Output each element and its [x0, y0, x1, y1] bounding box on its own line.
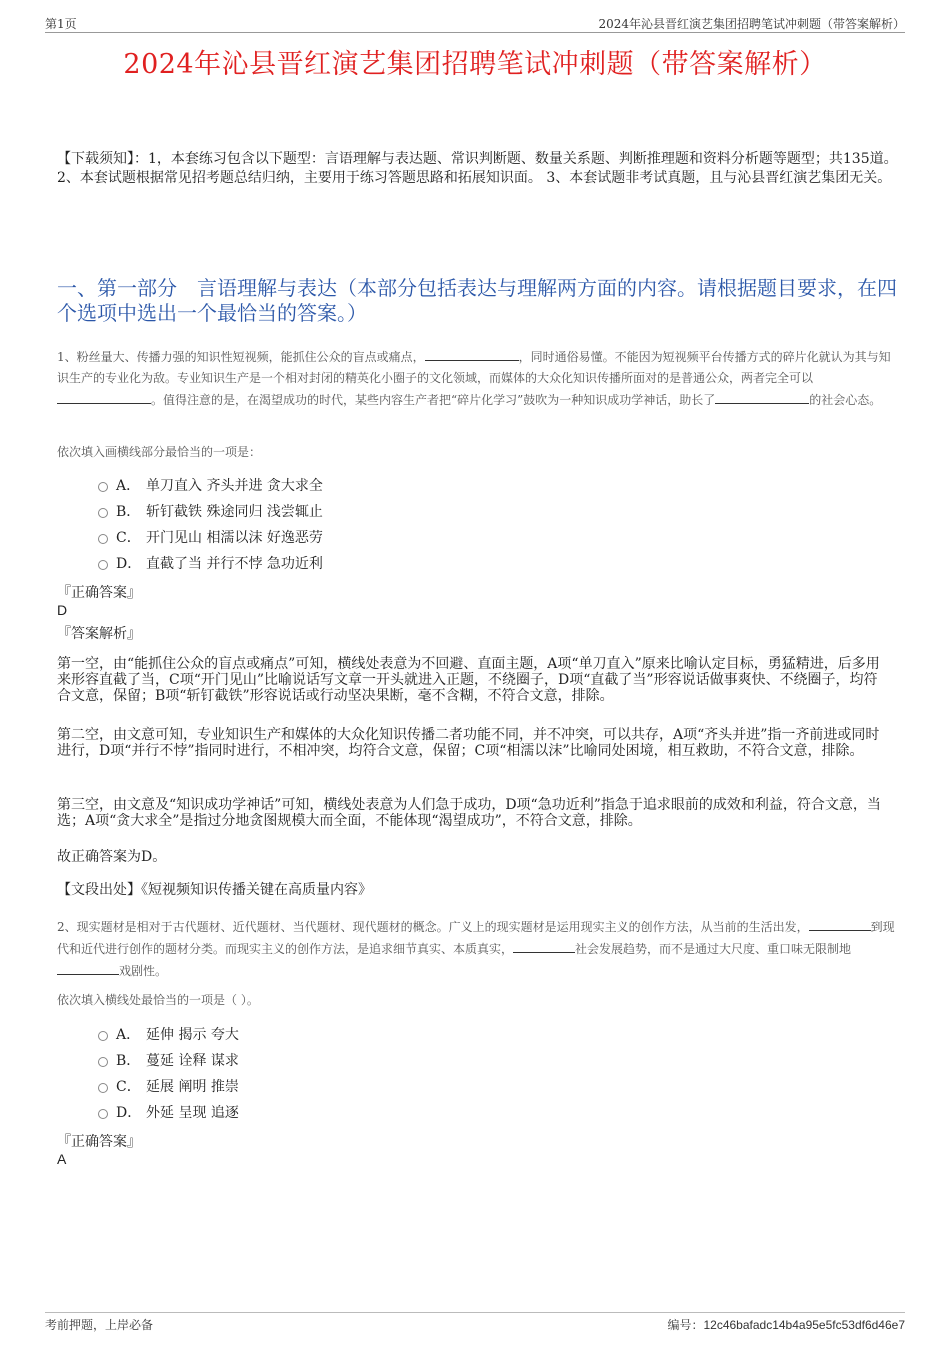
option-text: 单刀直入 齐头并进 贪大求全 [146, 478, 323, 494]
fill-blank [425, 346, 519, 361]
q2-option-d[interactable] [98, 1103, 239, 1123]
option-text: 直截了当 并行不悖 急功近利 [146, 556, 323, 572]
q1-analysis-1: 第一空，由“能抓住公众的盲点或痛点”可知，横线处表意为不回避、直面主题，A项“单刀直入”原来比喻认定目标，勇猛精进，后多用来形容直截了当，C项“开门见山”比喻说话写文章一开头就进入正题，不绕圈子，D项“直截了当”形容说话做事爽快、不绕圈子，均符合文意，保留；B项“斩钉截铁”形容说话或行动坚决果断，毫不含糊，不符合文意，排除。 [57, 656, 880, 704]
radio-icon[interactable] [98, 1109, 108, 1119]
fill-blank [513, 938, 575, 953]
radio-icon[interactable] [98, 508, 108, 518]
q2-text-part: 戏剧性。 [119, 964, 168, 978]
q2-option-b[interactable] [98, 1051, 239, 1071]
q1-analysis-2: 第二空，由文意可知，专业知识生产和媒体的大众化知识传播二者功能不同，并不冲突，可以共存，A项“齐头并进”指一齐前进或同时进行，D项“并行不悖”指同时进行，不相冲突，均符合文意，保留；C项“相濡以沫”比喻同处困境，相互救助，不符合文意，排除。 [57, 727, 880, 759]
fill-blank [57, 389, 151, 404]
download-notice: 【下载须知】：1，本套练习包含以下题型：言语理解与表达题、常识判断题、数量关系题、判断推理题和资料分析题等题型；共135道。 2、本套试题根据常见招考题总结归纳，主要用于练习答题思路和拓展知识面。 3、本套试题非考试真题，且与沁县晋红演艺集团无关。 [57, 151, 898, 186]
option-text: 延展 阐明 推崇 [146, 1079, 239, 1095]
section-heading: 一、第一部分 言语理解与表达（本部分包括表达与理解两方面的内容。请根据题目要求，在四个选项中选出一个最恰当的答案。） [57, 276, 897, 325]
page-title: 2024年沁县晋红演艺集团招聘笔试冲刺题（带答案解析） [123, 49, 827, 80]
q2-answer: A [57, 1151, 67, 1167]
option-letter: C． [116, 1079, 141, 1095]
option-text: 开门见山 相濡以沫 好逸恶劳 [146, 530, 323, 546]
q2-answer-label: 『正确答案』 [57, 1134, 141, 1150]
q1-text-part: 。值得注意的是，在渴望成功的时代，某些内容生产者把“碎片化学习”鼓吹为一种知识成功学神话，助长了 [151, 393, 716, 407]
footer-code [667, 1316, 905, 1333]
q1-text-part: 1、粉丝量大、传播力强的知识性短视频，能抓住公众的盲点或痛点， [57, 350, 425, 364]
q1-option-b[interactable] [98, 502, 323, 522]
q1-answer: D [57, 602, 68, 618]
q1-answer-label: 『正确答案』 [57, 585, 141, 601]
page-number: 第1页 [45, 17, 77, 31]
option-letter: A． [116, 1027, 141, 1043]
question-2-prompt: 依次填入横线处最恰当的一项是（ ）。 [57, 993, 259, 1007]
option-text: 外延 呈现 追逐 [146, 1105, 239, 1121]
q1-option-d[interactable] [98, 554, 323, 574]
q1-text-part: 的社会心态。 [809, 393, 882, 407]
radio-icon[interactable] [98, 560, 108, 570]
radio-icon[interactable] [98, 482, 108, 492]
page-header [45, 12, 905, 33]
q1-text-part: ，同时通俗易懂。不能因为短视频平台传播方式的碎片化就认为其与知识生产的专业化为敌。专业知识生产是一个相对封闭的精英化小圈子的文化领域，而媒体的大众化知识传播所面对的是普通公众，两者完全可以 [57, 350, 891, 385]
radio-icon[interactable] [98, 1057, 108, 1067]
footer-slogan: 考前押题，上岸必备 [45, 1318, 154, 1332]
option-text: 延伸 揭示 夸大 [146, 1027, 239, 1043]
q2-option-c[interactable] [98, 1077, 239, 1097]
footer-code-value: 12c46bafadc14b4a95e5fc53df6d46e7 [703, 1318, 905, 1332]
option-letter: B． [116, 504, 141, 520]
option-letter: A． [116, 478, 141, 494]
q1-analysis-3: 第三空，由文意及“知识成功学神话”可知，横线处表意为人们急于成功，D项“急功近利”指急于追求眼前的成效和利益，符合文意，当选；A项“贪大求全”是指过分地贪图规模大而全面，不能体现“渴望成功”，不符合文意，排除。 [57, 797, 881, 829]
option-text: 蔓延 诠释 谋求 [146, 1053, 239, 1069]
q1-option-a[interactable] [98, 476, 323, 496]
fill-blank [809, 916, 871, 931]
q1-option-c[interactable] [98, 528, 323, 548]
question-1-text [57, 346, 902, 411]
q2-text-part: 社会发展趋势，而不是通过大尺度、重口味无限制地 [575, 942, 852, 956]
header-doc-title: 2024年沁县晋红演艺集团招聘笔试冲刺题（带答案解析） [598, 17, 905, 31]
q1-analysis-label: 『答案解析』 [57, 626, 141, 642]
q2-option-a[interactable] [98, 1025, 239, 1045]
option-letter: C． [116, 530, 141, 546]
q1-source: 【文段出处】《短视频知识传播关键在高质量内容》 [57, 882, 372, 898]
option-text: 斩钉截铁 殊途同归 浅尝辄止 [146, 504, 323, 520]
footer-code-label: 编号： [667, 1318, 704, 1332]
fill-blank [715, 389, 809, 404]
question-1-prompt: 依次填入画横线部分最恰当的一项是： [57, 445, 262, 459]
option-letter: B． [116, 1053, 141, 1069]
option-letter: D． [116, 556, 142, 572]
option-letter: D． [116, 1105, 142, 1121]
fill-blank [57, 960, 119, 975]
radio-icon[interactable] [98, 534, 108, 544]
radio-icon[interactable] [98, 1083, 108, 1093]
page-footer [45, 1312, 905, 1333]
q1-analysis-4: 故正确答案为D。 [57, 849, 167, 865]
radio-icon[interactable] [98, 1031, 108, 1041]
question-2-text [57, 916, 902, 982]
q2-text-part: 2、现实题材是相对于古代题材、近代题材、当代题材、现代题材的概念。广义上的现实题材是运用现实主义的创作方法，从当前的生活出发， [57, 920, 809, 934]
q2-text-part: 到现代和近代进行创作的题材分类。而现实主义的创作方法，是追求细节真实、本质真实， [57, 920, 895, 956]
